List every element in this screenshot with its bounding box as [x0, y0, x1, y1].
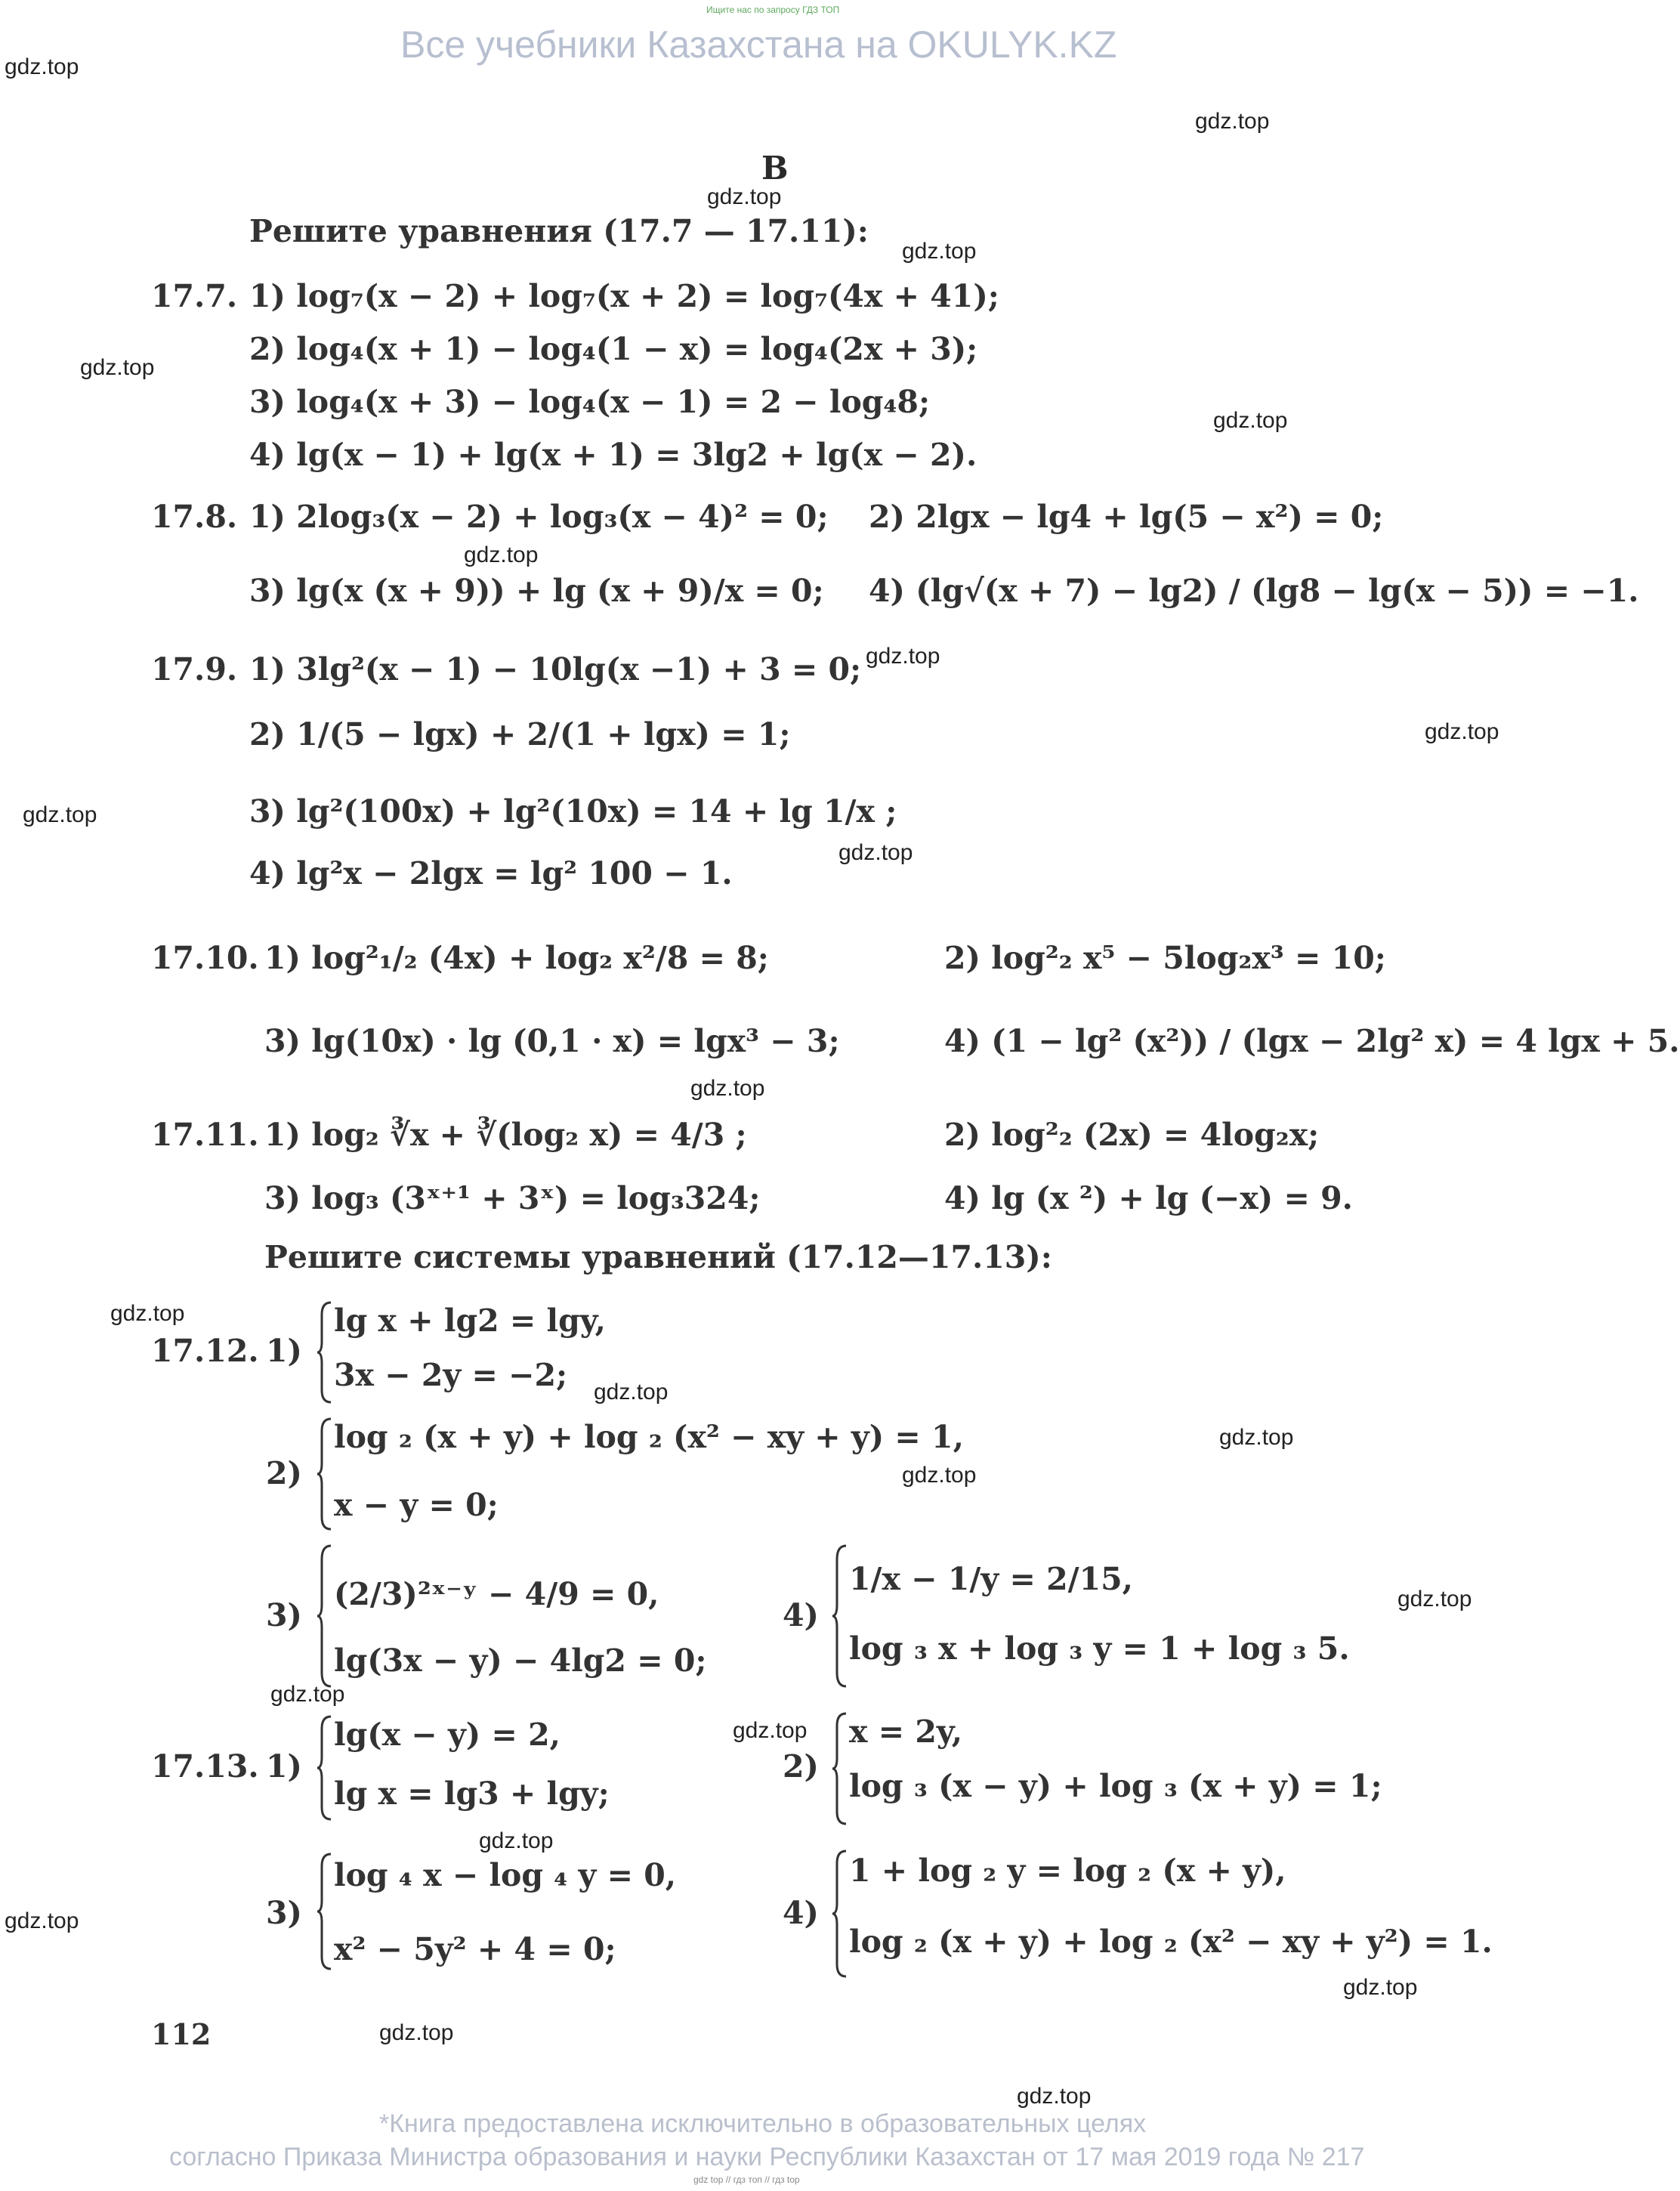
watermark: gdz.top — [270, 1682, 345, 1707]
watermark: gdz.top — [379, 2020, 454, 2045]
watermark: gdz.top — [1213, 408, 1288, 433]
system-17-12-4-label: 4) — [783, 1597, 819, 1633]
equation-17-8-4: 4) (lg√(x + 7) − lg2) / (lg8 − lg(x − 5)) = −1. — [869, 573, 1639, 609]
system-brace — [831, 1850, 849, 1978]
equation-17-11-4: 4) lg (x ²) + lg (−x) = 9. — [944, 1180, 1353, 1216]
equation-17-7-2: 2) log₄(x + 1) − log₄(1 − x) = log₄(2x + 3); — [249, 331, 978, 367]
problem-number-17-13: 17.13. — [151, 1748, 259, 1785]
system-17-12-2-line-2: x − y = 0; — [334, 1487, 499, 1523]
system-brace — [316, 1544, 334, 1688]
watermark: gdz.top — [479, 1828, 554, 1853]
system-17-13-3-label: 3) — [266, 1895, 302, 1931]
watermark: gdz.top — [733, 1718, 808, 1743]
system-17-12-2-line-1: log ₂ (x + y) + log ₂ (x² − xy + y) = 1, — [334, 1419, 964, 1455]
equation-17-7-1: 1) log₇(x − 2) + log₇(x + 2) = log₇(4x + 41); — [249, 278, 999, 314]
system-brace — [316, 1715, 334, 1821]
system-17-12-1-line-1: lg x + lg2 = lgy, — [334, 1303, 606, 1339]
equation-17-11-2: 2) log²₂ (2x) = 4log₂x; — [944, 1117, 1320, 1153]
watermark: gdz.top — [1397, 1587, 1472, 1612]
watermark: gdz.top — [80, 355, 155, 380]
footer-line-2: согласно Приказа Министра образования и науки Республики Казахстан от 17 мая 2019 года № 217 — [169, 2143, 1365, 2171]
equation-17-9-4: 4) lg²x − 2lgx = lg² 100 − 1. — [249, 855, 733, 892]
watermark: gdz.top — [1425, 719, 1499, 744]
watermark: gdz.top — [594, 1380, 669, 1405]
system-brace — [316, 1301, 334, 1404]
equation-17-8-2: 2) 2lgx − lg4 + lg(5 − x²) = 0; — [869, 499, 1384, 535]
heading-equations: Решите уравнения (17.7 — 17.11): — [249, 213, 869, 249]
watermark: gdz.top — [1219, 1425, 1294, 1450]
system-17-13-1-label: 1) — [266, 1748, 302, 1785]
system-17-12-3-line-2: lg(3x − y) − 4lg2 = 0; — [334, 1642, 707, 1679]
problem-number-17-12: 17.12. — [151, 1333, 259, 1369]
equation-17-11-1: 1) log₂ ∛x + ∛(log₂ x) = 4/3 ; — [264, 1117, 747, 1153]
page-number: 112 — [151, 2017, 212, 2051]
system-17-13-4-label: 4) — [783, 1895, 819, 1931]
system-17-13-2-line-1: x = 2y, — [849, 1714, 963, 1750]
header-title: Все учебники Казахстана на OKULYK.KZ — [400, 23, 1117, 66]
equation-17-7-3: 3) log₄(x + 3) − log₄(x − 1) = 2 − log₄8; — [249, 384, 931, 420]
system-brace — [831, 1544, 849, 1688]
equation-17-9-1: 1) 3lg²(x − 1) − 10lg(x −1) + 3 = 0; — [249, 651, 862, 688]
footer-line-1: *Книга предоставлена исключительно в образовательных целях — [379, 2109, 1147, 2138]
equation-17-11-3: 3) log₃ (3ˣ⁺¹ + 3ˣ) = log₃324; — [264, 1180, 761, 1216]
watermark: gdz.top — [110, 1301, 185, 1326]
watermark: gdz.top — [464, 542, 539, 567]
equation-17-8-1: 1) 2log₃(x − 2) + log₃(x − 4)² = 0; — [249, 499, 829, 535]
problem-number-17-11: 17.11. — [151, 1117, 259, 1153]
equation-17-7-4: 4) lg(x − 1) + lg(x + 1) = 3lg2 + lg(x − 2). — [249, 437, 977, 473]
problem-number-17-9: 17.9. — [151, 651, 238, 688]
system-17-13-1-line-1: lg(x − y) = 2, — [334, 1717, 561, 1753]
system-17-13-4-line-2: log ₂ (x + y) + log ₂ (x² − xy + y²) = 1. — [849, 1924, 1493, 1960]
system-17-12-1-line-2: 3x − 2y = −2; — [334, 1357, 568, 1393]
system-brace — [316, 1853, 334, 1970]
problem-number-17-7: 17.7. — [151, 278, 238, 314]
watermark: gdz.top — [1017, 2084, 1092, 2109]
problem-number-17-8: 17.8. — [151, 499, 238, 535]
watermark: gdz.top — [5, 54, 79, 79]
header-small-text: Ищите нас по запросу ГДЗ ТОП — [706, 5, 840, 15]
equation-17-10-3: 3) lg(10x) · lg (0,1 · x) = lgx³ − 3; — [264, 1023, 840, 1059]
equation-17-10-2: 2) log²₂ x⁵ − 5log₂x³ = 10; — [944, 940, 1386, 976]
problem-number-17-10: 17.10. — [151, 940, 259, 976]
section-letter: В — [761, 150, 789, 187]
footer-small-text: gdz top // гдз топ // гдз top — [693, 2174, 800, 2185]
watermark: gdz.top — [1343, 1975, 1418, 2000]
system-17-12-3-line-1: (2/3)²ˣ⁻ʸ − 4/9 = 0, — [334, 1576, 659, 1612]
system-17-13-2-label: 2) — [783, 1748, 819, 1785]
system-17-12-4-line-2: log ₃ x + log ₃ y = 1 + log ₃ 5. — [849, 1630, 1350, 1667]
watermark: gdz.top — [23, 802, 97, 827]
system-17-13-4-line-1: 1 + log ₂ y = log ₂ (x + y), — [849, 1853, 1286, 1889]
system-17-13-2-line-2: log ₃ (x − y) + log ₃ (x + y) = 1; — [849, 1768, 1382, 1804]
system-17-12-4-line-1: 1/x − 1/y = 2/15, — [849, 1561, 1133, 1597]
watermark: gdz.top — [707, 184, 782, 209]
equation-17-8-3: 3) lg(x (x + 9)) + lg (x + 9)/x = 0; — [249, 573, 824, 609]
equation-17-10-1: 1) log²₁/₂ (4x) + log₂ x²/8 = 8; — [264, 940, 769, 976]
system-brace — [831, 1712, 849, 1825]
watermark: gdz.top — [902, 1463, 977, 1488]
system-17-12-3-label: 3) — [266, 1597, 302, 1633]
equation-17-10-4: 4) (1 − lg² (x²)) / (lgx − 2lg² x) = 4 lgx + 5. — [944, 1023, 1680, 1059]
heading-systems: Решите системы уравнений (17.12—17.13): — [264, 1239, 1052, 1275]
system-17-13-3-line-2: x² − 5y² + 4 = 0; — [334, 1931, 616, 1967]
equation-17-9-2: 2) 1/(5 − lgx) + 2/(1 + lgx) = 1; — [249, 716, 791, 752]
system-brace — [316, 1417, 334, 1531]
watermark: gdz.top — [838, 840, 913, 865]
system-17-13-3-line-1: log ₄ x − log ₄ y = 0, — [334, 1857, 677, 1893]
equation-17-9-3: 3) lg²(100x) + lg²(10x) = 14 + lg 1/x ; — [249, 793, 897, 830]
system-17-12-2-label: 2) — [266, 1455, 302, 1491]
watermark: gdz.top — [866, 644, 940, 669]
watermark: gdz.top — [902, 239, 977, 264]
watermark: gdz.top — [5, 1908, 79, 1933]
system-17-13-1-line-2: lg x = lg3 + lgy; — [334, 1775, 610, 1812]
system-17-12-1-label: 1) — [266, 1333, 302, 1369]
watermark: gdz.top — [690, 1076, 765, 1101]
watermark: gdz.top — [1195, 109, 1270, 134]
